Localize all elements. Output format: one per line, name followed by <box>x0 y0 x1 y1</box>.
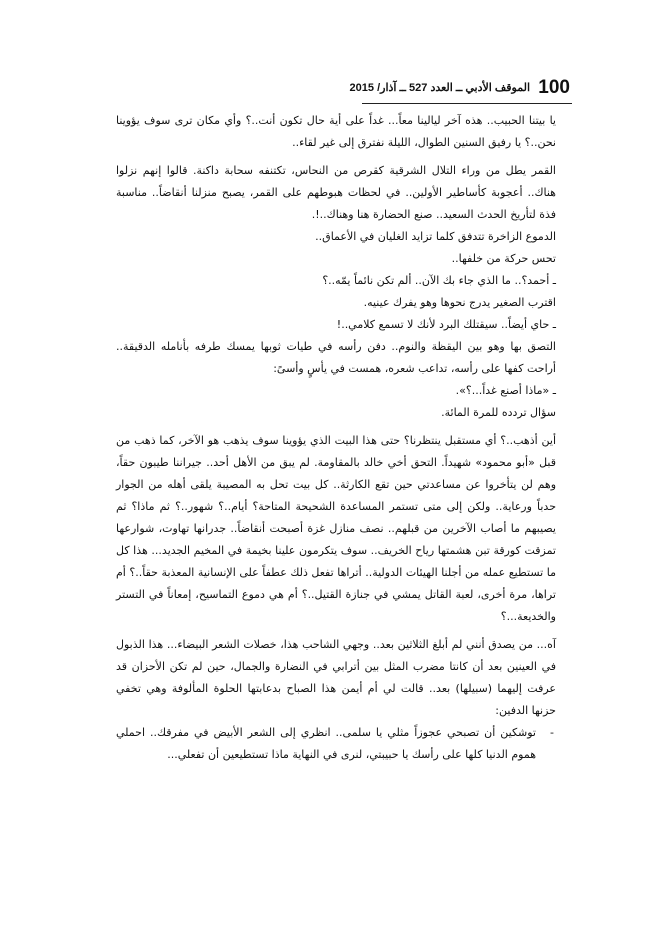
paragraph: اقترب الصغير يدرج نحوها وهو يفرك عينيه. <box>363 296 556 309</box>
paragraph: أين أذهب..؟ أي مستقبل ينتظرنا؟ حتى هذا البيت الذي يؤوينا سوف يذهب هو الآخر، كما ذهب من قبل «أبو محمود» شهيداً. التحق أخي خالد بالمقاومة. لم يبق من الأهل أحد.. جيراننا طيبون حقاً، وهم لن يتأخروا عن مساعدتي حين تقع الكارثة.. كل بيت تحل به المصيبة يلقى أهله من الجوار حدباً ورعاية.. ولكن إلى متى تستمر المساعدة الشحيحة المتاحة؟ أيام..؟ شهور..؟ ثم ماذا؟ ثم يصيبهم ما أصاب الآخرين من قبلهم.. نصف منازل غزة أصبحت أنقاضاً.. جدرانها تهاوت، شوارعها تمزقت كورقة تبن هشمتها رياح الخريف.. سوف يتكرمون علينا بخيمة في المخيم الجديد... هذا كل ما تستطيع عمله من أجلنا الهيئات الدولية.. أتراها تفعل ذلك عطفاً على الإنسانية المعذبة حقاً..؟ أم تراها، مرة أخرى، لعبة القاتل يمشي في جنازة القتيل..؟ أم هي دموع التماسيح، إمعاناً في التستر والخديعة...؟ <box>116 434 556 623</box>
paragraph: تحس حركة من خلفها.. <box>451 252 556 265</box>
bullet-text: توشكين أن تصبحي عجوزاً مثلي يا سلمى.. انظري إلى الشعر الأبيض في مفرقك.. احملي هموم الدنيا كلها على رأسك يا حبيبتي، لنرى في النهاية ماذا تستطيعين أن تفعلي... <box>116 726 536 761</box>
bullet-mark: - <box>550 726 554 739</box>
running-head: الموقف الأدبي ــ العدد 527 ــ آذار/ 2015 <box>349 82 530 94</box>
bullet-item <box>116 722 556 766</box>
paragraph: التصق بها وهو بين اليقظة والنوم.. دفن رأسه في طيات ثوبها يمسك طرفه بأنامله الدقيقة.. أراحت كفها على رأسه، تداعب شعره، همست في يأسٍ وأسىً: <box>116 340 556 375</box>
dialogue-line: ـ أحمد؟.. ما الذي جاء بك الآن.. ألم تكن نائماً يمّه..؟ <box>322 274 556 287</box>
page-number: 100 <box>538 77 570 98</box>
dialogue-line: ـ حاي أيضاً.. سيقتلك البرد لأنك لا تسمع كلامي..! <box>336 318 556 331</box>
paragraph: يا بيتنا الحبيب.. هذه آخر ليالينا معاً... غداً على أية حال تكون أنت..؟ وأي مكان ترى سوف يؤوينا نحن..؟ يا رفيق السنين الطوال، الليلة نفترق إلى غير لقاء.. <box>116 114 556 149</box>
paragraph: الدموع الزاخرة تتدفق كلما تزايد الغليان في الأعماق.. <box>315 230 556 243</box>
article-body <box>116 110 556 766</box>
dialogue-line: ـ «ماذا أصنع غداً...؟». <box>455 384 556 397</box>
header-rule <box>362 103 572 104</box>
paragraph: سؤال تردده للمرة المائة. <box>441 406 556 419</box>
paragraph: القمر يطل من وراء التلال الشرقية كقرص من النحاس، تكتنفه سحابة داكنة. قالوا إنهم نزلوا هناك.. أعجوبة كأساطير الأولين.. في لحظات هبوطهم على القمر، يصبح منزلنا أنقاضاً.. مناسبة فذة لتأريخ الحدث السعيد.. صنع الحضارة هنا وهناك..!. <box>116 164 556 221</box>
page-header <box>349 77 570 101</box>
paragraph: آه... من يصدق أنني لم أبلغ الثلاثين بعد.. وجهي الشاحب هذا، خصلات الشعر البيضاء... هذا الذبول في العينين بعد أن كانتا مضرب المثل بين أترابي في النضارة والجمال، حين لم تكن الأحزان قد عرفت إليهما (سبيلها) بعد.. قالت لي أم أيمن هذا الصباح بدعابتها الحلوة المألوفة وهي تخفي حزنها الدفين: <box>116 638 556 717</box>
